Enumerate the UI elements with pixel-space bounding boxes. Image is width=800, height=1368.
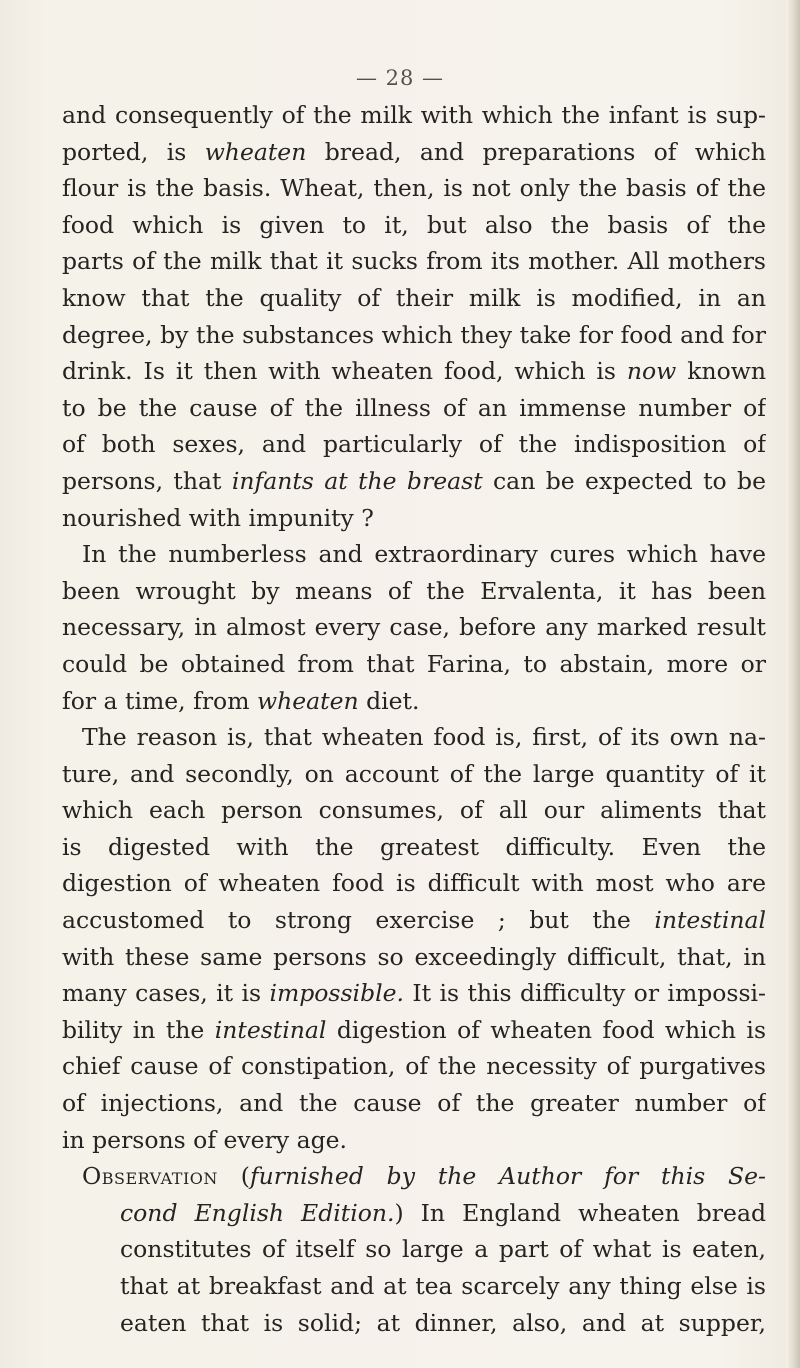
text-line bbox=[62, 792, 766, 829]
body-text bbox=[62, 97, 766, 1341]
text-line bbox=[62, 426, 766, 463]
text-line bbox=[62, 280, 766, 317]
text-line bbox=[62, 829, 766, 866]
text-run: to be the cause of the illness of an immense number of bbox=[62, 393, 766, 422]
italic-text: intestinal bbox=[654, 906, 766, 935]
text-run: that at breakfast and at tea scarcely any thing else is bbox=[120, 1272, 766, 1300]
text-run: In the numberless and extraordinary cures which have bbox=[82, 540, 766, 569]
text-run: many cases, it is bbox=[62, 979, 270, 1008]
italic-text: furnished by the Author for this Se- bbox=[249, 1162, 766, 1191]
text-line bbox=[62, 243, 766, 280]
text-line bbox=[62, 902, 766, 939]
text-line bbox=[62, 1158, 766, 1195]
text-run: been wrought by means of the Ervalenta, it has been bbox=[62, 576, 766, 605]
text-run: necessary, in almost every case, before any marked result bbox=[62, 613, 766, 642]
text-line bbox=[62, 756, 766, 793]
text-line bbox=[62, 939, 766, 976]
text-line bbox=[120, 1231, 766, 1268]
text-run: chief cause of constipation, of the necessity of purgatives bbox=[62, 1052, 766, 1081]
text-run: in persons of every age. bbox=[62, 1125, 347, 1154]
text-line bbox=[62, 1122, 766, 1159]
text-run: Observation bbox=[82, 1162, 218, 1191]
text-run: drink. Is it then with wheaten food, which is bbox=[62, 357, 627, 386]
text-run: digestion of wheaten food is difficult with most who are bbox=[62, 869, 766, 898]
text-line bbox=[62, 317, 766, 354]
text-run: flour is the basis. Wheat, then, is not only the basis of the bbox=[62, 174, 766, 203]
italic-text: wheaten bbox=[256, 686, 359, 715]
text-run: is digested with the greatest difficulty. Even the bbox=[62, 832, 766, 861]
text-run: which each person consumes, of all our aliments that bbox=[62, 796, 766, 825]
text-run: accustomed to strong exercise ; but the bbox=[62, 906, 655, 935]
text-line bbox=[62, 683, 766, 720]
text-line bbox=[62, 97, 766, 134]
text-run: diet. bbox=[358, 686, 420, 715]
text-line bbox=[62, 500, 766, 537]
italic-text: cond English Edition. bbox=[120, 1198, 395, 1227]
text-run: know that the quality of their milk is modified, in an bbox=[62, 283, 766, 312]
text-line bbox=[62, 573, 766, 610]
text-run: known bbox=[676, 357, 766, 386]
text-run: for a time, from bbox=[62, 686, 257, 715]
text-run: The reason is, that wheaten food is, first, of its own na- bbox=[82, 723, 766, 752]
page-edge-shadow bbox=[786, 0, 800, 1368]
text-line bbox=[62, 536, 766, 573]
text-line bbox=[62, 646, 766, 683]
text-line bbox=[62, 1085, 766, 1122]
text-run: It is this difficulty or impossi- bbox=[404, 979, 766, 1008]
text-line bbox=[62, 207, 766, 244]
text-line bbox=[62, 719, 766, 756]
text-run: ) In England wheaten bread bbox=[394, 1198, 766, 1227]
text-run: of both sexes, and particularly of the indisposition of bbox=[62, 430, 766, 459]
text-run: food which is given to it, but also the basis of the bbox=[62, 210, 766, 239]
text-run: parts of the milk that it sucks from its mother. All mothers bbox=[62, 247, 766, 276]
text-run: persons, that bbox=[62, 466, 232, 495]
text-line bbox=[62, 353, 766, 390]
italic-text: intestinal bbox=[214, 1015, 327, 1044]
page-number: — 28 — bbox=[355, 66, 445, 90]
text-run: and consequently of the milk with which the infant is sup- bbox=[62, 101, 766, 129]
text-line bbox=[120, 1268, 766, 1305]
text-run: ported, is bbox=[62, 137, 205, 166]
text-run: degree, by the substances which they take for food and for bbox=[62, 320, 766, 349]
text-run: eaten that is solid; at dinner, also, and at supper, bbox=[120, 1308, 766, 1337]
text-run: can be expected to be bbox=[482, 466, 766, 495]
text-line bbox=[62, 1012, 766, 1049]
italic-text: infants at the breast bbox=[231, 466, 483, 495]
italic-text: impossible. bbox=[269, 979, 405, 1008]
text-run: bility in the bbox=[62, 1015, 215, 1044]
text-line bbox=[120, 1195, 766, 1232]
text-run: nourished with impunity ? bbox=[62, 503, 374, 532]
text-line bbox=[62, 1048, 766, 1085]
text-line bbox=[62, 134, 766, 171]
text-line bbox=[62, 463, 766, 500]
text-line bbox=[62, 865, 766, 902]
text-run: bread, and preparations of which bbox=[306, 137, 766, 166]
italic-text: wheaten bbox=[204, 137, 307, 166]
italic-text: now bbox=[626, 357, 677, 386]
text-run: could be obtained from that Farina, to abstain, more or bbox=[62, 649, 766, 678]
text-line bbox=[62, 170, 766, 207]
text-line bbox=[62, 609, 766, 646]
text-line bbox=[120, 1305, 766, 1342]
text-run: digestion of wheaten food which is bbox=[336, 1015, 766, 1044]
text-run: ture, and secondly, on account of the large quantity of it bbox=[62, 759, 766, 788]
text-line bbox=[62, 975, 766, 1012]
text-run: with these same persons so exceedingly difficult, that, in bbox=[62, 942, 766, 971]
text-line bbox=[62, 390, 766, 427]
text-run: constitutes of itself so large a part of what is eaten, bbox=[120, 1235, 766, 1264]
text-run: ( bbox=[217, 1162, 250, 1191]
text-run: of injections, and the cause of the greater number of bbox=[62, 1089, 766, 1118]
